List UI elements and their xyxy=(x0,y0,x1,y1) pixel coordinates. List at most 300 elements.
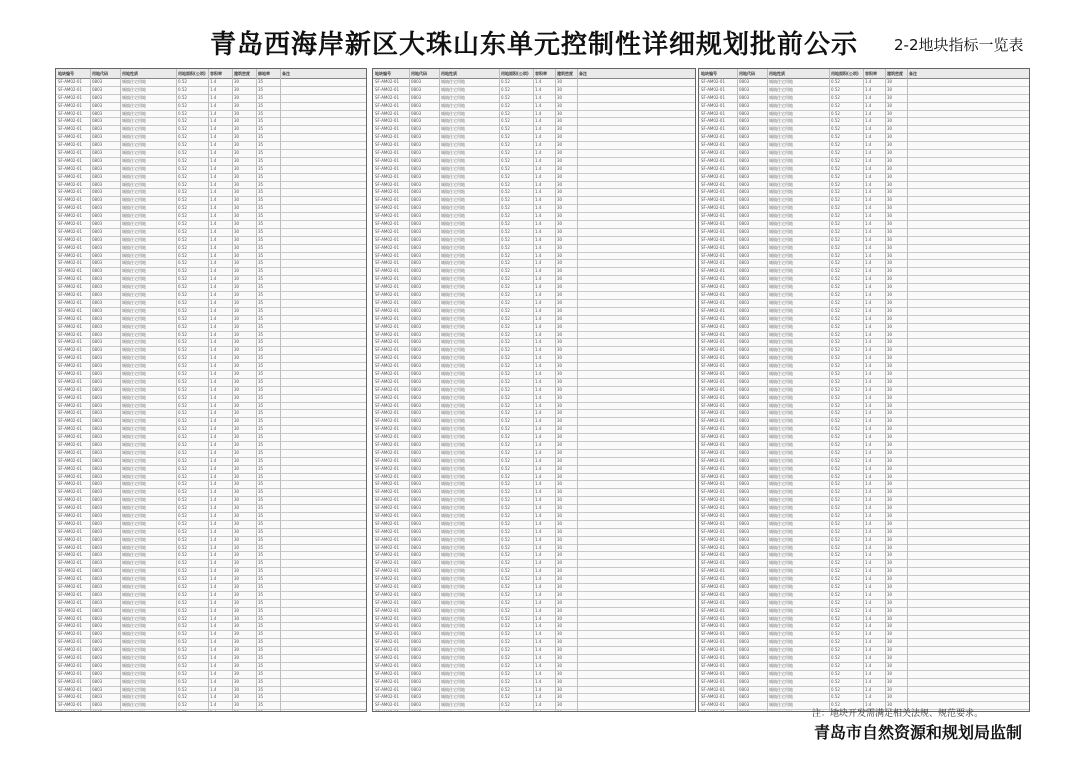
table-cell: SF-AM02-01 xyxy=(701,276,726,282)
table-cell: 1.4 xyxy=(535,252,542,258)
table-cell: 1.4 xyxy=(535,639,542,645)
table-cell: 1.4 xyxy=(210,165,217,171)
table-cell: 35 xyxy=(258,110,264,116)
table-cell: 1.4 xyxy=(865,165,872,171)
table-cell: 0.52 xyxy=(831,426,840,432)
table-cell: 0.52 xyxy=(178,299,187,305)
table-cell: 城镇住宅用地 xyxy=(441,615,465,621)
table-cell: 1.4 xyxy=(210,79,217,84)
table-cell: 35 xyxy=(258,236,264,242)
table-cell: 30 xyxy=(557,639,563,645)
table-cell: 0803 xyxy=(92,560,103,566)
table-row xyxy=(699,631,1029,639)
table-cell: 1.4 xyxy=(210,686,217,692)
table-cell: 0.52 xyxy=(831,323,840,329)
table-cell: 30 xyxy=(887,355,893,361)
table-cell: 1.4 xyxy=(535,126,542,132)
table-cell: 0.52 xyxy=(178,694,187,700)
table-cell: 城镇住宅用地 xyxy=(441,244,465,250)
table-cell: 0803 xyxy=(92,284,103,290)
table-cell: 30 xyxy=(887,560,893,566)
table-row xyxy=(56,403,366,411)
table-cell: 0.52 xyxy=(501,205,510,211)
table-cell: 1.4 xyxy=(535,615,542,621)
table-cell: 城镇住宅用地 xyxy=(122,268,146,274)
table-cell: 0803 xyxy=(411,655,422,661)
table-cell: 1.4 xyxy=(865,181,872,187)
table-row xyxy=(699,268,1029,276)
table-cell: 0.52 xyxy=(178,260,187,266)
table-cell: 1.4 xyxy=(535,441,542,447)
table-row xyxy=(56,600,366,608)
table-cell: 0803 xyxy=(92,544,103,550)
table-row xyxy=(373,655,695,663)
table-cell: 城镇住宅用地 xyxy=(769,489,793,495)
table-cell: 1.4 xyxy=(210,378,217,384)
table-cell: 30 xyxy=(887,426,893,432)
table-cell: 0.52 xyxy=(501,623,510,629)
table-cell: 30 xyxy=(557,394,563,400)
table-cell: 1.4 xyxy=(535,157,542,163)
table-cell: SF-AM02-01 xyxy=(701,386,726,392)
table-cell: 30 xyxy=(887,568,893,574)
table-row xyxy=(373,663,695,671)
table-cell: 城镇住宅用地 xyxy=(441,213,465,219)
table-cell: SF-AM02-01 xyxy=(701,520,726,526)
table-cell: 城镇住宅用地 xyxy=(441,686,465,692)
table-cell: 30 xyxy=(557,126,563,132)
table-cell: 35 xyxy=(258,402,264,408)
table-cell: 0803 xyxy=(739,647,750,653)
table-cell: 城镇住宅用地 xyxy=(769,615,793,621)
table-row xyxy=(56,103,366,111)
table-cell: 城镇住宅用地 xyxy=(122,292,146,298)
table-cell: SF-AM02-01 xyxy=(58,465,83,471)
table-row xyxy=(373,710,695,712)
table-cell: SF-AM02-01 xyxy=(375,678,400,684)
table-cell: 0803 xyxy=(411,560,422,566)
table-cell: 30 xyxy=(887,552,893,558)
table-cell: 0803 xyxy=(92,197,103,203)
table-row xyxy=(699,560,1029,568)
table-cell: 城镇住宅用地 xyxy=(769,205,793,211)
table-cell: 1.4 xyxy=(210,576,217,582)
table-cell: 城镇住宅用地 xyxy=(769,86,793,92)
table-cell: 0.52 xyxy=(501,315,510,321)
table-row xyxy=(373,347,695,355)
table-cell: 0803 xyxy=(411,457,422,463)
table-cell: 35 xyxy=(258,670,264,676)
table-row xyxy=(699,229,1029,237)
table-cell: 1.4 xyxy=(865,370,872,376)
table-cell: 1.4 xyxy=(535,520,542,526)
table-cell: 0803 xyxy=(92,497,103,503)
table-cell: 城镇住宅用地 xyxy=(122,276,146,282)
table-cell: 0.52 xyxy=(831,157,840,163)
table-cell: SF-AM02-01 xyxy=(58,181,83,187)
table-cell: SF-AM02-01 xyxy=(58,410,83,416)
table-cell: 城镇住宅用地 xyxy=(122,426,146,432)
table-cell: 30 xyxy=(557,79,563,84)
column-divider xyxy=(555,69,556,711)
table-cell: 0803 xyxy=(739,157,750,163)
table-cell: 0.52 xyxy=(501,268,510,274)
table-cell: 1.4 xyxy=(210,102,217,108)
table-cell: 1.4 xyxy=(210,323,217,329)
table-cell: 1.4 xyxy=(535,213,542,219)
table-cell: SF-AM02-01 xyxy=(58,205,83,211)
table-row xyxy=(373,213,695,221)
table-cell: 1.4 xyxy=(865,591,872,597)
table-row xyxy=(373,134,695,142)
table-cell: 1.4 xyxy=(535,189,542,195)
table-cell: 城镇住宅用地 xyxy=(441,299,465,305)
table-row xyxy=(56,339,366,347)
table-cell: 0.52 xyxy=(178,520,187,526)
table-cell: 1.4 xyxy=(865,126,872,132)
table-cell: 30 xyxy=(887,481,893,487)
table-cell: 30 xyxy=(557,623,563,629)
table-cell: 0.52 xyxy=(501,276,510,282)
table-cell: 0803 xyxy=(92,134,103,140)
table-cell: 30 xyxy=(887,94,893,100)
table-cell: 城镇住宅用地 xyxy=(122,205,146,211)
table-cell: 0.52 xyxy=(501,94,510,100)
table-cell: SF-AM02-01 xyxy=(58,134,83,140)
table-cell: 城镇住宅用地 xyxy=(769,426,793,432)
table-cell: 30 xyxy=(234,481,240,487)
table-cell: SF-AM02-01 xyxy=(701,157,726,163)
table-cell: 30 xyxy=(234,134,240,140)
table-cell: SF-AM02-01 xyxy=(701,79,726,84)
table-cell: 1.4 xyxy=(535,79,542,84)
table-cell: SF-AM02-01 xyxy=(701,173,726,179)
table-cell: 0803 xyxy=(411,528,422,534)
table-cell: SF-AM02-01 xyxy=(58,457,83,463)
table-cell: 30 xyxy=(887,244,893,250)
table-row xyxy=(373,118,695,126)
table-cell: 0803 xyxy=(739,331,750,337)
table-cell: 30 xyxy=(887,623,893,629)
table-cell: 0803 xyxy=(739,497,750,503)
table-cell: 0803 xyxy=(739,268,750,274)
table-cell: SF-AM02-01 xyxy=(375,505,400,511)
table-cell: SF-AM02-01 xyxy=(701,268,726,274)
table-cell: SF-AM02-01 xyxy=(58,323,83,329)
table-cell: SF-AM02-01 xyxy=(701,489,726,495)
table-cell: 城镇住宅用地 xyxy=(122,126,146,132)
table-cell: 0803 xyxy=(92,299,103,305)
table-cell: 1.4 xyxy=(865,686,872,692)
table-row xyxy=(699,371,1029,379)
table-cell: 35 xyxy=(258,347,264,353)
table-header-row xyxy=(373,69,695,79)
column-divider xyxy=(863,69,864,711)
table-cell: 30 xyxy=(557,536,563,542)
table-cell: 0803 xyxy=(411,142,422,148)
table-cell: SF-AM02-01 xyxy=(58,394,83,400)
table-cell: 30 xyxy=(887,702,893,708)
table-cell: 0803 xyxy=(739,213,750,219)
table-cell: 0803 xyxy=(739,655,750,661)
table-row xyxy=(373,560,695,568)
table-cell: 0803 xyxy=(92,623,103,629)
table-cell: SF-AM02-01 xyxy=(701,647,726,653)
table-cell: 35 xyxy=(258,86,264,92)
table-cell: 1.4 xyxy=(865,292,872,298)
table-cell: 1.4 xyxy=(865,647,872,653)
table-cell: SF-AM02-01 xyxy=(701,228,726,234)
table-cell: 城镇住宅用地 xyxy=(122,284,146,290)
table-cell: 0.52 xyxy=(501,150,510,156)
table-cell: SF-AM02-01 xyxy=(375,221,400,227)
table-cell: 城镇住宅用地 xyxy=(769,197,793,203)
table-cell: 0.52 xyxy=(178,449,187,455)
table-row xyxy=(373,529,695,537)
table-cell: 0803 xyxy=(92,221,103,227)
table-cell: SF-AM02-01 xyxy=(58,355,83,361)
table-cell: 1.4 xyxy=(210,386,217,392)
table-cell: 0803 xyxy=(92,213,103,219)
table-cell: 30 xyxy=(887,323,893,329)
table-cell: SF-AM02-01 xyxy=(58,126,83,132)
table-cell: 城镇住宅用地 xyxy=(441,292,465,298)
table-cell: SF-AM02-01 xyxy=(701,536,726,542)
table-cell: 30 xyxy=(234,118,240,124)
table-cell: 0803 xyxy=(739,323,750,329)
table-cell: 1.4 xyxy=(865,694,872,700)
table-cell: 30 xyxy=(234,213,240,219)
column-header: 绿地率 xyxy=(258,71,270,76)
table-cell: 30 xyxy=(887,599,893,605)
table-cell: SF-AM02-01 xyxy=(58,299,83,305)
table-cell: 城镇住宅用地 xyxy=(122,639,146,645)
table-cell: 1.4 xyxy=(210,252,217,258)
table-row xyxy=(699,521,1029,529)
table-row xyxy=(56,623,366,631)
table-row xyxy=(699,284,1029,292)
table-row xyxy=(373,426,695,434)
table-cell: 0803 xyxy=(92,552,103,558)
table-cell: SF-AM02-01 xyxy=(375,260,400,266)
table-cell: 35 xyxy=(258,584,264,589)
table-cell: 城镇住宅用地 xyxy=(122,252,146,258)
table-cell: 35 xyxy=(258,465,264,471)
table-cell: 0803 xyxy=(739,662,750,668)
table-cell: 城镇住宅用地 xyxy=(441,481,465,487)
table-cell: 0803 xyxy=(92,173,103,179)
table-cell: 30 xyxy=(887,441,893,447)
table-cell: 0803 xyxy=(739,678,750,684)
table-cell: 0.52 xyxy=(178,276,187,282)
table-cell: 0.52 xyxy=(831,607,840,613)
table-row xyxy=(56,513,366,521)
table-cell: 0.52 xyxy=(501,355,510,361)
table-cell: 城镇住宅用地 xyxy=(769,221,793,227)
table-cell: 30 xyxy=(557,181,563,187)
table-cell: 0.52 xyxy=(501,536,510,542)
table-cell: 30 xyxy=(887,197,893,203)
table-cell: 30 xyxy=(234,702,240,708)
table-row xyxy=(373,576,695,584)
table-cell: 城镇住宅用地 xyxy=(441,599,465,605)
table-cell: 城镇住宅用地 xyxy=(441,647,465,653)
table-cell: SF-AM02-01 xyxy=(701,142,726,148)
table-cell: 30 xyxy=(557,512,563,518)
table-cell: 1.4 xyxy=(535,694,542,700)
table-cell: 1.4 xyxy=(210,457,217,463)
table-cell: SF-AM02-01 xyxy=(58,481,83,487)
table-cell: 0803 xyxy=(739,544,750,550)
table-row xyxy=(56,237,366,245)
table-cell: SF-AM02-01 xyxy=(375,370,400,376)
table-cell: 0803 xyxy=(411,544,422,550)
table-subtitle: 2-2地块指标一览表 xyxy=(894,36,1024,54)
table-row xyxy=(373,87,695,95)
table-cell: 城镇住宅用地 xyxy=(769,591,793,597)
table-cell: 1.4 xyxy=(210,662,217,668)
table-cell: SF-AM02-01 xyxy=(701,591,726,597)
table-row xyxy=(699,458,1029,466)
table-cell: 0803 xyxy=(411,79,422,84)
table-cell: 1.4 xyxy=(210,599,217,605)
table-cell: 0.52 xyxy=(831,299,840,305)
table-cell: 城镇住宅用地 xyxy=(441,307,465,313)
table-cell: 0.52 xyxy=(178,678,187,684)
table-cell: 城镇住宅用地 xyxy=(122,410,146,416)
table-cell: 0.52 xyxy=(178,315,187,321)
table-cell: 城镇住宅用地 xyxy=(122,331,146,337)
table-cell: 0803 xyxy=(411,165,422,171)
table-cell: 0.52 xyxy=(178,197,187,203)
table-cell: 30 xyxy=(234,410,240,416)
table-cell: 0803 xyxy=(739,284,750,290)
table-cell: 30 xyxy=(887,126,893,132)
table-cell: 0.52 xyxy=(178,394,187,400)
table-cell: 城镇住宅用地 xyxy=(769,584,793,589)
table-cell: 0803 xyxy=(739,623,750,629)
table-row xyxy=(373,205,695,213)
table-cell: 0.52 xyxy=(178,441,187,447)
table-cell: 城镇住宅用地 xyxy=(441,110,465,116)
table-cell: SF-AM02-01 xyxy=(701,197,726,203)
table-cell: 1.4 xyxy=(210,315,217,321)
table-cell: SF-AM02-01 xyxy=(58,512,83,518)
table-cell xyxy=(557,710,576,712)
table-cell: 1.4 xyxy=(210,221,217,227)
table-cell: 1.4 xyxy=(210,418,217,424)
table-cell: 0.52 xyxy=(178,568,187,574)
column-divider xyxy=(256,69,257,711)
table-cell: 30 xyxy=(557,347,563,353)
table-cell: 0803 xyxy=(739,173,750,179)
table-cell: 0.52 xyxy=(501,591,510,597)
table-row xyxy=(373,584,695,592)
table-cell: 0.52 xyxy=(178,434,187,440)
table-cell: 30 xyxy=(557,378,563,384)
table-cell: 1.4 xyxy=(210,213,217,219)
table-cell: 城镇住宅用地 xyxy=(122,528,146,534)
table-cell: 30 xyxy=(557,86,563,92)
table-row xyxy=(56,710,366,712)
table-row xyxy=(699,87,1029,95)
table-cell: 0.52 xyxy=(831,528,840,534)
table-row xyxy=(373,497,695,505)
table-cell: 1.4 xyxy=(535,134,542,140)
table-cell: 30 xyxy=(234,694,240,700)
table-cell: 0803 xyxy=(739,473,750,479)
table-cell: 30 xyxy=(557,260,563,266)
column-header: 建筑密度 xyxy=(234,71,250,76)
table-cell: 30 xyxy=(887,299,893,305)
table-cell: 0.52 xyxy=(501,599,510,605)
table-cell: 1.4 xyxy=(535,181,542,187)
table-cell: SF-AM02-01 xyxy=(58,363,83,369)
table-cell: 1.4 xyxy=(865,434,872,440)
table-row xyxy=(373,324,695,332)
table-cell: 0.52 xyxy=(501,552,510,558)
table-cell: 30 xyxy=(234,110,240,116)
table-row xyxy=(699,308,1029,316)
table-cell: SF-AM02-01 xyxy=(701,512,726,518)
table-cell: 0.52 xyxy=(178,142,187,148)
table-cell: 35 xyxy=(258,197,264,203)
table-cell: 35 xyxy=(258,441,264,447)
table-cell: SF-AM02-01 xyxy=(375,347,400,353)
table-cell: 0803 xyxy=(739,584,750,589)
column-header: 备注 xyxy=(909,71,917,76)
table-cell: 城镇住宅用地 xyxy=(769,236,793,242)
table-cell: 0.52 xyxy=(501,607,510,613)
table-row xyxy=(56,134,366,142)
table-cell: 0803 xyxy=(92,355,103,361)
table-cell: 30 xyxy=(557,434,563,440)
table-row xyxy=(56,324,366,332)
table-cell: 1.4 xyxy=(535,457,542,463)
table-cell: 0.52 xyxy=(831,481,840,487)
table-cell: 0803 xyxy=(739,560,750,566)
table-cell: 0803 xyxy=(92,631,103,637)
table-cell: SF-AM02-01 xyxy=(375,560,400,566)
table-cell: 1.4 xyxy=(865,363,872,369)
table-cell: SF-AM02-01 xyxy=(58,599,83,605)
table-cell: 0803 xyxy=(411,339,422,345)
table-cell: 城镇住宅用地 xyxy=(122,181,146,187)
table-cell: 1.4 xyxy=(210,299,217,305)
table-cell: 30 xyxy=(234,584,240,589)
table-row xyxy=(56,434,366,442)
table-cell: SF-AM02-01 xyxy=(58,426,83,432)
table-cell: SF-AM02-01 xyxy=(375,79,400,84)
table-cell: 30 xyxy=(887,284,893,290)
table-cell: 1.4 xyxy=(865,615,872,621)
table-cell: 0.52 xyxy=(501,434,510,440)
table-cell: 城镇住宅用地 xyxy=(441,355,465,361)
table-cell: 1.4 xyxy=(210,584,217,589)
table-cell: SF-AM02-01 xyxy=(701,221,726,227)
table-row xyxy=(699,189,1029,197)
table-cell: SF-AM02-01 xyxy=(58,197,83,203)
table-cell: 1.4 xyxy=(210,568,217,574)
table-cell: 0803 xyxy=(92,315,103,321)
table-cell: SF-AM02-01 xyxy=(701,102,726,108)
table-cell: 0.52 xyxy=(501,520,510,526)
table-cell: SF-AM02-01 xyxy=(58,244,83,250)
table-cell: 0.52 xyxy=(178,150,187,156)
table-row xyxy=(56,474,366,482)
table-row xyxy=(373,600,695,608)
table-cell: 30 xyxy=(234,552,240,558)
